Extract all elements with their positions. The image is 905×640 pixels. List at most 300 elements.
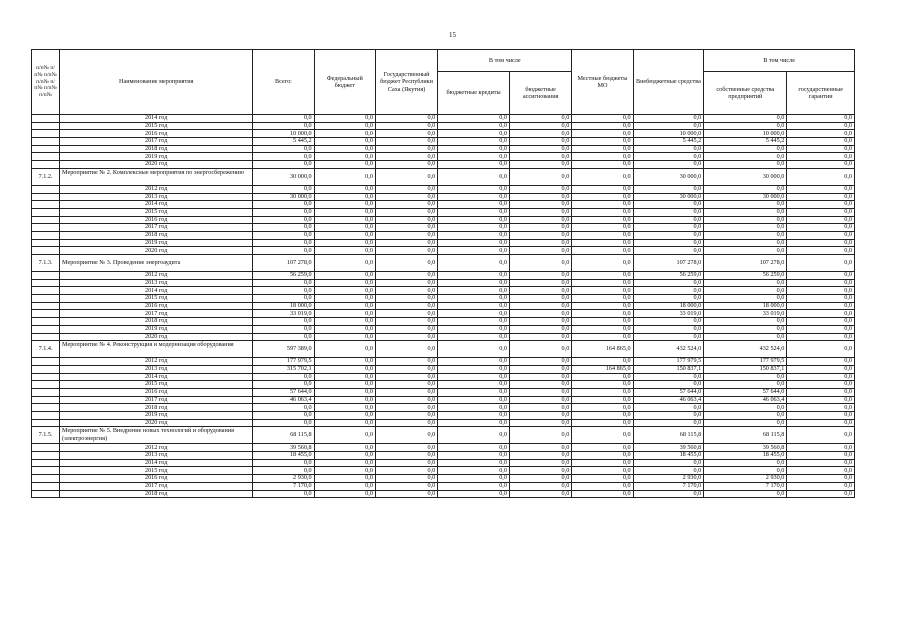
value-cell: 5 445,2 [704, 138, 787, 146]
value-cell: 0,0 [253, 404, 314, 412]
row-number-cell [32, 381, 60, 389]
value-cell: 0,0 [787, 216, 855, 224]
value-cell: 0,0 [438, 239, 510, 247]
value-cell: 0,0 [375, 216, 437, 224]
value-cell: 0,0 [314, 459, 375, 467]
measure-name: Мероприятие № 2. Комплексные мероприятия по энергосбережению [60, 168, 253, 185]
row-number-cell [32, 130, 60, 138]
value-cell: 0,0 [787, 161, 855, 169]
value-cell: 0,0 [314, 444, 375, 452]
year-label: 2012 год [60, 272, 253, 280]
value-cell: 0,0 [509, 208, 571, 216]
value-cell: 0,0 [787, 287, 855, 295]
value-cell: 0,0 [375, 255, 437, 272]
value-cell: 0,0 [253, 145, 314, 153]
value-cell: 0,0 [704, 122, 787, 130]
value-cell: 164 865,0 [572, 341, 633, 358]
value-cell: 0,0 [633, 201, 704, 209]
row-number-cell [32, 325, 60, 333]
year-label: 2020 год [60, 161, 253, 169]
value-cell: 0,0 [314, 161, 375, 169]
value-cell: 0,0 [704, 318, 787, 326]
year-row [32, 130, 855, 138]
value-cell: 0,0 [509, 115, 571, 123]
value-cell: 0,0 [509, 185, 571, 193]
value-cell: 0,0 [509, 161, 571, 169]
row-number-cell [32, 404, 60, 412]
value-cell: 0,0 [572, 279, 633, 287]
value-cell: 0,0 [787, 201, 855, 209]
value-cell: 57 644,0 [253, 388, 314, 396]
value-cell: 0,0 [253, 318, 314, 326]
header-total: Всего: [253, 50, 314, 115]
value-cell: 0,0 [375, 333, 437, 341]
year-label: 2016 год [60, 302, 253, 310]
value-cell: 68 115,8 [253, 427, 314, 444]
year-label: 2014 год [60, 373, 253, 381]
row-number-cell [32, 279, 60, 287]
value-cell: 0,0 [633, 122, 704, 130]
row-number-cell [32, 161, 60, 169]
value-cell: 0,0 [375, 341, 437, 358]
year-label: 2020 год [60, 419, 253, 427]
row-number-cell [32, 459, 60, 467]
value-cell: 0,0 [314, 310, 375, 318]
value-cell: 0,0 [375, 153, 437, 161]
value-cell: 0,0 [572, 138, 633, 146]
value-cell: 107 278,0 [704, 255, 787, 272]
value-cell: 0,0 [633, 208, 704, 216]
value-cell: 150 837,1 [633, 365, 704, 373]
value-cell: 0,0 [253, 153, 314, 161]
row-number-cell [32, 365, 60, 373]
value-cell: 0,0 [509, 302, 571, 310]
value-cell: 0,0 [572, 482, 633, 490]
value-cell: 0,0 [438, 325, 510, 333]
measure-row [32, 168, 855, 185]
year-label: 2013 год [60, 452, 253, 460]
value-cell: 0,0 [572, 325, 633, 333]
value-cell: 0,0 [787, 295, 855, 303]
value-cell: 0,0 [572, 122, 633, 130]
value-cell: 0,0 [438, 381, 510, 389]
value-cell: 0,0 [572, 444, 633, 452]
measure-number: 7.1.4. [32, 341, 60, 358]
value-cell: 0,0 [375, 201, 437, 209]
value-cell: 0,0 [375, 318, 437, 326]
value-cell: 0,0 [787, 388, 855, 396]
year-label: 2019 год [60, 412, 253, 420]
value-cell: 0,0 [314, 216, 375, 224]
value-cell: 0,0 [253, 459, 314, 467]
value-cell: 0,0 [509, 412, 571, 420]
value-cell: 0,0 [253, 381, 314, 389]
value-cell: 0,0 [633, 161, 704, 169]
value-cell: 0,0 [572, 373, 633, 381]
value-cell: 0,0 [787, 396, 855, 404]
value-cell: 18 455,0 [704, 452, 787, 460]
value-cell: 0,0 [572, 201, 633, 209]
table-header [32, 50, 855, 115]
value-cell: 0,0 [509, 427, 571, 444]
value-cell: 0,0 [438, 138, 510, 146]
row-number-cell [32, 482, 60, 490]
value-cell: 0,0 [314, 419, 375, 427]
value-cell: 0,0 [572, 404, 633, 412]
value-cell: 177 979,5 [253, 358, 314, 366]
value-cell: 0,0 [314, 373, 375, 381]
value-cell: 0,0 [704, 201, 787, 209]
value-cell: 39 560,8 [704, 444, 787, 452]
year-label: 2016 год [60, 475, 253, 483]
row-number-cell [32, 208, 60, 216]
row-number-cell [32, 310, 60, 318]
value-cell: 0,0 [509, 193, 571, 201]
value-cell: 0,0 [572, 475, 633, 483]
value-cell: 0,0 [314, 287, 375, 295]
value-cell: 0,0 [438, 404, 510, 412]
value-cell: 0,0 [704, 153, 787, 161]
value-cell: 0,0 [314, 490, 375, 498]
value-cell: 0,0 [572, 358, 633, 366]
year-row [32, 452, 855, 460]
value-cell: 164 865,0 [572, 365, 633, 373]
value-cell: 0,0 [438, 475, 510, 483]
value-cell: 0,0 [375, 279, 437, 287]
page-number: 15 [449, 31, 456, 39]
measure-row [32, 341, 855, 358]
year-label: 2014 год [60, 201, 253, 209]
value-cell: 0,0 [375, 404, 437, 412]
value-cell: 0,0 [438, 373, 510, 381]
year-row [32, 122, 855, 130]
value-cell: 0,0 [509, 388, 571, 396]
value-cell: 0,0 [314, 341, 375, 358]
value-cell: 0,0 [509, 396, 571, 404]
value-cell: 0,0 [787, 404, 855, 412]
value-cell: 30 000,0 [633, 168, 704, 185]
value-cell: 0,0 [633, 231, 704, 239]
value-cell: 0,0 [572, 185, 633, 193]
row-number-cell [32, 122, 60, 130]
value-cell: 0,0 [509, 224, 571, 232]
value-cell: 0,0 [704, 224, 787, 232]
value-cell: 597 389,0 [253, 341, 314, 358]
year-row [32, 272, 855, 280]
value-cell: 0,0 [253, 419, 314, 427]
value-cell: 0,0 [787, 412, 855, 420]
value-cell: 0,0 [572, 168, 633, 185]
value-cell: 0,0 [314, 239, 375, 247]
year-row [32, 444, 855, 452]
value-cell: 0,0 [509, 122, 571, 130]
value-cell: 0,0 [704, 381, 787, 389]
value-cell: 0,0 [787, 490, 855, 498]
value-cell: 0,0 [787, 247, 855, 255]
year-row [32, 216, 855, 224]
value-cell: 0,0 [704, 404, 787, 412]
value-cell: 0,0 [509, 168, 571, 185]
value-cell: 0,0 [314, 122, 375, 130]
value-cell: 0,0 [314, 255, 375, 272]
value-cell: 0,0 [787, 444, 855, 452]
year-label: 2017 год [60, 224, 253, 232]
value-cell: 0,0 [375, 396, 437, 404]
value-cell: 0,0 [438, 341, 510, 358]
value-cell: 0,0 [572, 396, 633, 404]
value-cell: 0,0 [633, 459, 704, 467]
value-cell: 0,0 [253, 216, 314, 224]
value-cell: 0,0 [375, 388, 437, 396]
year-row [32, 138, 855, 146]
value-cell: 0,0 [438, 444, 510, 452]
value-cell: 0,0 [314, 452, 375, 460]
value-cell: 0,0 [572, 427, 633, 444]
value-cell: 0,0 [314, 475, 375, 483]
header-guarantees: государственные гарантии [787, 72, 855, 115]
year-row [32, 404, 855, 412]
year-row [32, 358, 855, 366]
value-cell: 0,0 [438, 310, 510, 318]
value-cell: 0,0 [253, 490, 314, 498]
value-cell: 0,0 [787, 138, 855, 146]
year-label: 2018 год [60, 231, 253, 239]
value-cell: 0,0 [787, 153, 855, 161]
value-cell: 0,0 [704, 208, 787, 216]
year-label: 2013 год [60, 365, 253, 373]
year-row [32, 459, 855, 467]
header-credits: бюджетные кредиты [438, 72, 510, 115]
value-cell: 0,0 [509, 467, 571, 475]
measure-name: Мероприятие № 4. Реконструкция и модернизация оборудования [60, 341, 253, 358]
value-cell: 0,0 [633, 145, 704, 153]
value-cell: 0,0 [787, 467, 855, 475]
value-cell: 0,0 [253, 325, 314, 333]
value-cell: 0,0 [375, 302, 437, 310]
value-cell: 0,0 [572, 467, 633, 475]
row-number-cell [32, 295, 60, 303]
row-number-cell [32, 115, 60, 123]
value-cell: 0,0 [314, 325, 375, 333]
value-cell: 0,0 [572, 459, 633, 467]
year-label: 2012 год [60, 358, 253, 366]
value-cell: 0,0 [509, 490, 571, 498]
year-row [32, 287, 855, 295]
value-cell: 0,0 [509, 138, 571, 146]
year-row [32, 467, 855, 475]
value-cell: 0,0 [704, 185, 787, 193]
value-cell: 0,0 [375, 247, 437, 255]
value-cell: 0,0 [572, 490, 633, 498]
measure-row [32, 255, 855, 272]
year-label: 2014 год [60, 287, 253, 295]
value-cell: 0,0 [375, 130, 437, 138]
value-cell: 107 278,0 [633, 255, 704, 272]
value-cell: 0,0 [438, 365, 510, 373]
value-cell: 0,0 [509, 153, 571, 161]
value-cell: 0,0 [704, 490, 787, 498]
header-own-funds: собственные средства предприятий [704, 72, 787, 115]
value-cell: 0,0 [314, 333, 375, 341]
value-cell: 0,0 [314, 130, 375, 138]
value-cell: 0,0 [314, 365, 375, 373]
value-cell: 0,0 [253, 247, 314, 255]
row-number-cell [32, 153, 60, 161]
value-cell: 0,0 [509, 239, 571, 247]
value-cell: 0,0 [253, 224, 314, 232]
value-cell: 0,0 [375, 419, 437, 427]
value-cell: 0,0 [253, 333, 314, 341]
value-cell: 0,0 [375, 231, 437, 239]
value-cell: 0,0 [438, 396, 510, 404]
value-cell: 0,0 [509, 310, 571, 318]
value-cell: 2 930,0 [704, 475, 787, 483]
value-cell: 0,0 [375, 193, 437, 201]
value-cell: 0,0 [375, 138, 437, 146]
value-cell: 0,0 [633, 185, 704, 193]
value-cell: 7 170,0 [253, 482, 314, 490]
value-cell: 0,0 [787, 255, 855, 272]
row-number-cell [32, 419, 60, 427]
value-cell: 0,0 [704, 412, 787, 420]
year-label: 2016 год [60, 216, 253, 224]
header-republic: Государственный бюджет Республики Саха (Якутия) [375, 50, 437, 115]
measure-number: 7.1.2. [32, 168, 60, 185]
value-cell: 0,0 [633, 373, 704, 381]
value-cell: 0,0 [572, 130, 633, 138]
value-cell: 30 000,0 [704, 168, 787, 185]
value-cell: 0,0 [572, 295, 633, 303]
year-row [32, 239, 855, 247]
year-label: 2013 год [60, 193, 253, 201]
row-number-cell [32, 373, 60, 381]
value-cell: 0,0 [438, 122, 510, 130]
value-cell: 39 560,8 [253, 444, 314, 452]
value-cell: 0,0 [572, 272, 633, 280]
value-cell: 2 930,0 [253, 475, 314, 483]
value-cell: 0,0 [314, 115, 375, 123]
value-cell: 0,0 [438, 193, 510, 201]
value-cell: 0,0 [438, 231, 510, 239]
value-cell: 0,0 [314, 279, 375, 287]
value-cell: 0,0 [253, 231, 314, 239]
year-row [32, 412, 855, 420]
year-row [32, 419, 855, 427]
value-cell: 68 115,8 [704, 427, 787, 444]
value-cell: 0,0 [704, 295, 787, 303]
value-cell: 0,0 [438, 201, 510, 209]
value-cell: 0,0 [375, 373, 437, 381]
value-cell: 0,0 [509, 130, 571, 138]
value-cell: 0,0 [633, 419, 704, 427]
value-cell: 0,0 [509, 459, 571, 467]
value-cell: 0,0 [704, 161, 787, 169]
value-cell: 0,0 [438, 295, 510, 303]
value-cell: 0,0 [572, 161, 633, 169]
header-in-that-number: В том числе [438, 50, 572, 72]
year-label: 2017 год [60, 396, 253, 404]
year-label: 2015 год [60, 122, 253, 130]
value-cell: 315 702,1 [253, 365, 314, 373]
value-cell: 0,0 [787, 185, 855, 193]
value-cell: 0,0 [572, 287, 633, 295]
value-cell: 0,0 [375, 412, 437, 420]
header-name: Наименование мероприятия [60, 50, 253, 115]
value-cell: 0,0 [314, 318, 375, 326]
year-row [32, 153, 855, 161]
row-number-cell [32, 358, 60, 366]
value-cell: 0,0 [572, 419, 633, 427]
year-label: 2013 год [60, 279, 253, 287]
year-row [32, 396, 855, 404]
value-cell: 0,0 [314, 404, 375, 412]
value-cell: 0,0 [253, 287, 314, 295]
value-cell: 0,0 [253, 295, 314, 303]
value-cell: 0,0 [633, 490, 704, 498]
year-label: 2017 год [60, 482, 253, 490]
value-cell: 0,0 [253, 412, 314, 420]
value-cell: 0,0 [704, 467, 787, 475]
row-number-cell [32, 444, 60, 452]
value-cell: 0,0 [572, 255, 633, 272]
value-cell: 0,0 [314, 193, 375, 201]
value-cell: 0,0 [509, 452, 571, 460]
value-cell: 0,0 [375, 287, 437, 295]
value-cell: 0,0 [438, 272, 510, 280]
value-cell: 0,0 [787, 145, 855, 153]
value-cell: 0,0 [633, 247, 704, 255]
value-cell: 177 979,5 [704, 358, 787, 366]
value-cell: 0,0 [572, 388, 633, 396]
value-cell: 0,0 [633, 153, 704, 161]
value-cell: 0,0 [572, 333, 633, 341]
value-cell: 0,0 [438, 318, 510, 326]
value-cell: 0,0 [438, 153, 510, 161]
value-cell: 0,0 [253, 208, 314, 216]
value-cell: 0,0 [704, 459, 787, 467]
value-cell: 0,0 [633, 333, 704, 341]
value-cell: 0,0 [787, 168, 855, 185]
value-cell: 0,0 [509, 216, 571, 224]
value-cell: 0,0 [509, 333, 571, 341]
value-cell: 68 115,8 [633, 427, 704, 444]
value-cell: 0,0 [633, 325, 704, 333]
value-cell: 0,0 [704, 239, 787, 247]
year-label: 2018 год [60, 490, 253, 498]
row-number-cell [32, 318, 60, 326]
value-cell: 39 560,8 [633, 444, 704, 452]
value-cell: 0,0 [787, 122, 855, 130]
value-cell: 0,0 [704, 333, 787, 341]
year-row [32, 318, 855, 326]
value-cell: 0,0 [509, 341, 571, 358]
row-number-cell [32, 185, 60, 193]
year-row [32, 373, 855, 381]
value-cell: 0,0 [787, 208, 855, 216]
value-cell: 0,0 [438, 208, 510, 216]
value-cell: 0,0 [787, 130, 855, 138]
value-cell: 0,0 [314, 168, 375, 185]
value-cell: 0,0 [438, 452, 510, 460]
value-cell: 0,0 [314, 138, 375, 146]
value-cell: 33 019,0 [253, 310, 314, 318]
value-cell: 0,0 [787, 302, 855, 310]
value-cell: 0,0 [375, 482, 437, 490]
value-cell: 0,0 [375, 185, 437, 193]
value-cell: 0,0 [704, 373, 787, 381]
value-cell: 0,0 [787, 272, 855, 280]
row-number-cell [32, 272, 60, 280]
